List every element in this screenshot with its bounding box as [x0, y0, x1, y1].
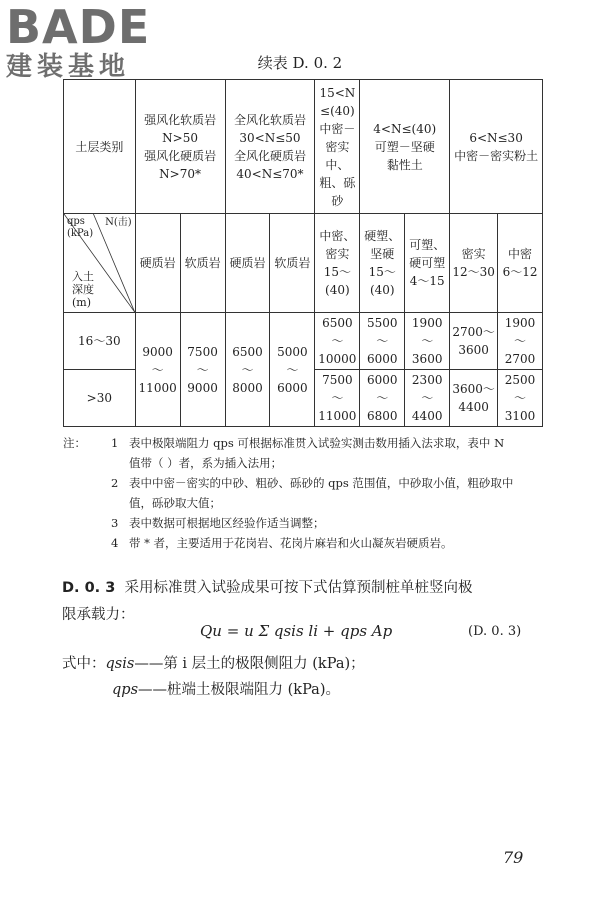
text: 12～30 — [452, 265, 495, 279]
clause-text-continued: 限承载力： — [62, 607, 135, 623]
note-item — [63, 473, 553, 493]
note-text: 表中数据可根据地区经验作适当调整； — [129, 516, 325, 530]
text: (击) — [113, 217, 132, 228]
note-text: 带 * 者，主要适用于花岗岩、花岗片麻岩和火山凝灰岩硬质岩。 — [129, 536, 453, 550]
text: 中密、 — [319, 229, 356, 243]
header-group-2 — [225, 80, 315, 214]
text: 6500～ — [322, 316, 353, 348]
note-number: 1 — [111, 436, 119, 450]
where-label: 式中： — [62, 656, 106, 672]
text: 9000 — [187, 380, 218, 395]
text: 硬塑、 — [364, 229, 401, 243]
text: 6800 — [367, 409, 398, 423]
text: 6500～ — [232, 344, 263, 377]
text: 15～ — [323, 265, 351, 279]
table-cell — [405, 370, 450, 427]
text: 11000 — [138, 380, 177, 395]
text: 3600 — [411, 352, 443, 366]
header-group-3 — [315, 80, 360, 214]
text: (40) — [325, 283, 350, 297]
formula-definitions — [62, 651, 365, 703]
qps-table — [63, 79, 543, 427]
text: 3100 — [504, 409, 536, 423]
text: 密实中、 — [325, 139, 350, 172]
text: 40<N≤70* — [236, 166, 304, 181]
depth-cell: 16～30 — [64, 313, 136, 370]
diag-depth-label — [72, 270, 94, 309]
clause-text: 采用标准贯入试验成果可按下式估算预制桩单桩竖向极 — [124, 580, 473, 596]
text: 10000 — [318, 352, 357, 366]
table-cell — [450, 313, 498, 370]
text: 2700 — [504, 352, 536, 366]
table-cell — [498, 370, 543, 427]
text: (kPa) — [67, 228, 94, 239]
sub-header-7 — [405, 214, 450, 313]
note-number: 3 — [111, 516, 119, 530]
clause-d03 — [62, 575, 552, 629]
clause-number: D. 0. 3 — [62, 580, 116, 596]
text: 3600 — [458, 343, 489, 357]
table-cell — [405, 313, 450, 370]
table-cell — [360, 313, 405, 370]
definition-text: ——桩端土极限端阻力 (kPa)。 — [138, 682, 340, 698]
text: 5500～ — [367, 316, 398, 348]
note-text: 表中中密－密实的中砂、粗砂、砾砂的 qps 范围值，中砂取小值，粗砂取中 — [129, 476, 514, 490]
header-row-1 — [64, 80, 543, 214]
text: 3600～ — [452, 382, 495, 396]
logo-sub-text: 建装基地 — [6, 52, 131, 82]
logo-main-text: BADE — [6, 0, 151, 54]
text: 坚硬 — [370, 247, 395, 261]
table-row — [64, 313, 543, 370]
header-row-2 — [64, 214, 543, 313]
table-cell — [315, 370, 360, 427]
text: 全风化软质岩 — [233, 112, 306, 127]
table-cell — [450, 370, 498, 427]
text: 深度 — [72, 283, 94, 296]
text: 黏性土 — [386, 157, 423, 172]
text: 5000～ — [277, 344, 308, 377]
text: N>50 — [162, 130, 198, 145]
note-item — [63, 433, 553, 453]
text: 强风化软质岩 — [144, 112, 217, 127]
table-cell — [225, 313, 270, 427]
text: 粗、砾砂 — [319, 175, 356, 208]
note-text: 表中极限端阻力 qps 可根据标准贯入试验实测击数用插入法求取，表中 N — [129, 436, 505, 450]
sub-header-5 — [315, 214, 360, 313]
text: 4400 — [458, 400, 489, 414]
sub-header-1: 硬质岩 — [135, 214, 180, 313]
text: 2500～ — [504, 373, 536, 405]
formula-expression: Qu = u Σ qsis li + qps Ap — [200, 622, 393, 640]
depth-cell: >30 — [64, 370, 136, 427]
text: 4～15 — [409, 274, 445, 288]
text: 中密－ — [319, 121, 356, 136]
sub-header-3: 硬质岩 — [225, 214, 270, 313]
text: qps — [67, 216, 85, 227]
text: 6～12 — [502, 265, 538, 279]
text: 4<N≤(40) — [373, 121, 437, 136]
table-cell — [180, 313, 225, 427]
text: 密实 — [461, 247, 486, 261]
note-number: 4 — [111, 536, 119, 550]
note-item-continued — [63, 493, 553, 513]
table-caption: 续表 D. 0. 2 — [257, 54, 343, 72]
diag-q-label — [67, 216, 93, 240]
sub-header-2: 软质岩 — [180, 214, 225, 313]
text: 密实 — [325, 247, 350, 261]
table-cell — [360, 370, 405, 427]
sub-header-8 — [450, 214, 498, 313]
table-cell — [135, 313, 180, 427]
definition-text: ——第 i 层土的极限侧阻力 (kPa)； — [134, 656, 365, 672]
text: (m) — [72, 296, 92, 309]
text: ≤(40) — [320, 103, 355, 118]
text: (40) — [369, 283, 395, 297]
text: 30<N≤50 — [239, 130, 301, 145]
header-group-5 — [450, 80, 543, 214]
symbol-qsis: qsis — [105, 656, 135, 672]
text: 4400 — [411, 409, 443, 423]
formula-number: (D. 0. 3) — [468, 624, 522, 639]
note-item-continued — [63, 453, 553, 473]
notes-label: 注： — [63, 436, 86, 450]
symbol-qps: qps — [112, 682, 139, 698]
page-number: 79 — [503, 848, 524, 867]
text: 15<N — [319, 85, 356, 100]
table-cell — [315, 313, 360, 370]
header-soil-type: 土层类别 — [64, 80, 136, 214]
note-item — [63, 533, 553, 553]
table-notes — [63, 433, 553, 553]
text: 6000 — [367, 352, 398, 366]
text: 可塑、 — [409, 238, 446, 252]
sub-header-6 — [360, 214, 405, 313]
text: 11000 — [318, 409, 357, 423]
text: 6000 — [277, 380, 308, 395]
text: 7500～ — [322, 373, 353, 405]
header-group-1 — [135, 80, 225, 214]
text: 2700～ — [452, 325, 495, 339]
text: 15～ — [368, 265, 396, 279]
text: 1900～ — [504, 316, 536, 348]
text: 强风化硬质岩 — [144, 148, 217, 163]
sub-header-9 — [498, 214, 543, 313]
note-text: 值带（ ）者，系为插入法用； — [129, 456, 283, 470]
text: N — [105, 217, 114, 228]
text: 9000～ — [142, 344, 173, 377]
text: 1900～ — [411, 316, 443, 348]
text: 2300～ — [411, 373, 443, 405]
table-cell — [498, 313, 543, 370]
diag-n-label — [105, 217, 132, 229]
text: 7500～ — [187, 344, 218, 377]
text: N>70* — [159, 166, 201, 181]
note-number: 2 — [111, 476, 119, 490]
header-group-4 — [360, 80, 450, 214]
text: 入土 — [72, 270, 94, 283]
text: 中密－密实粉土 — [454, 148, 539, 163]
sub-header-4: 软质岩 — [270, 214, 315, 313]
table-cell — [270, 313, 315, 427]
text: 6000～ — [367, 373, 398, 405]
text: 硬可塑 — [409, 256, 446, 270]
text: 6<N≤30 — [469, 130, 523, 145]
text: 可塑－坚硬 — [374, 139, 435, 154]
note-item — [63, 513, 553, 533]
text: 中密 — [508, 247, 533, 261]
text: 8000 — [232, 380, 263, 395]
diagonal-header-cell — [64, 214, 136, 313]
note-text: 值，砾砂取大值； — [129, 496, 221, 510]
text: 全风化硬质岩 — [233, 148, 306, 163]
